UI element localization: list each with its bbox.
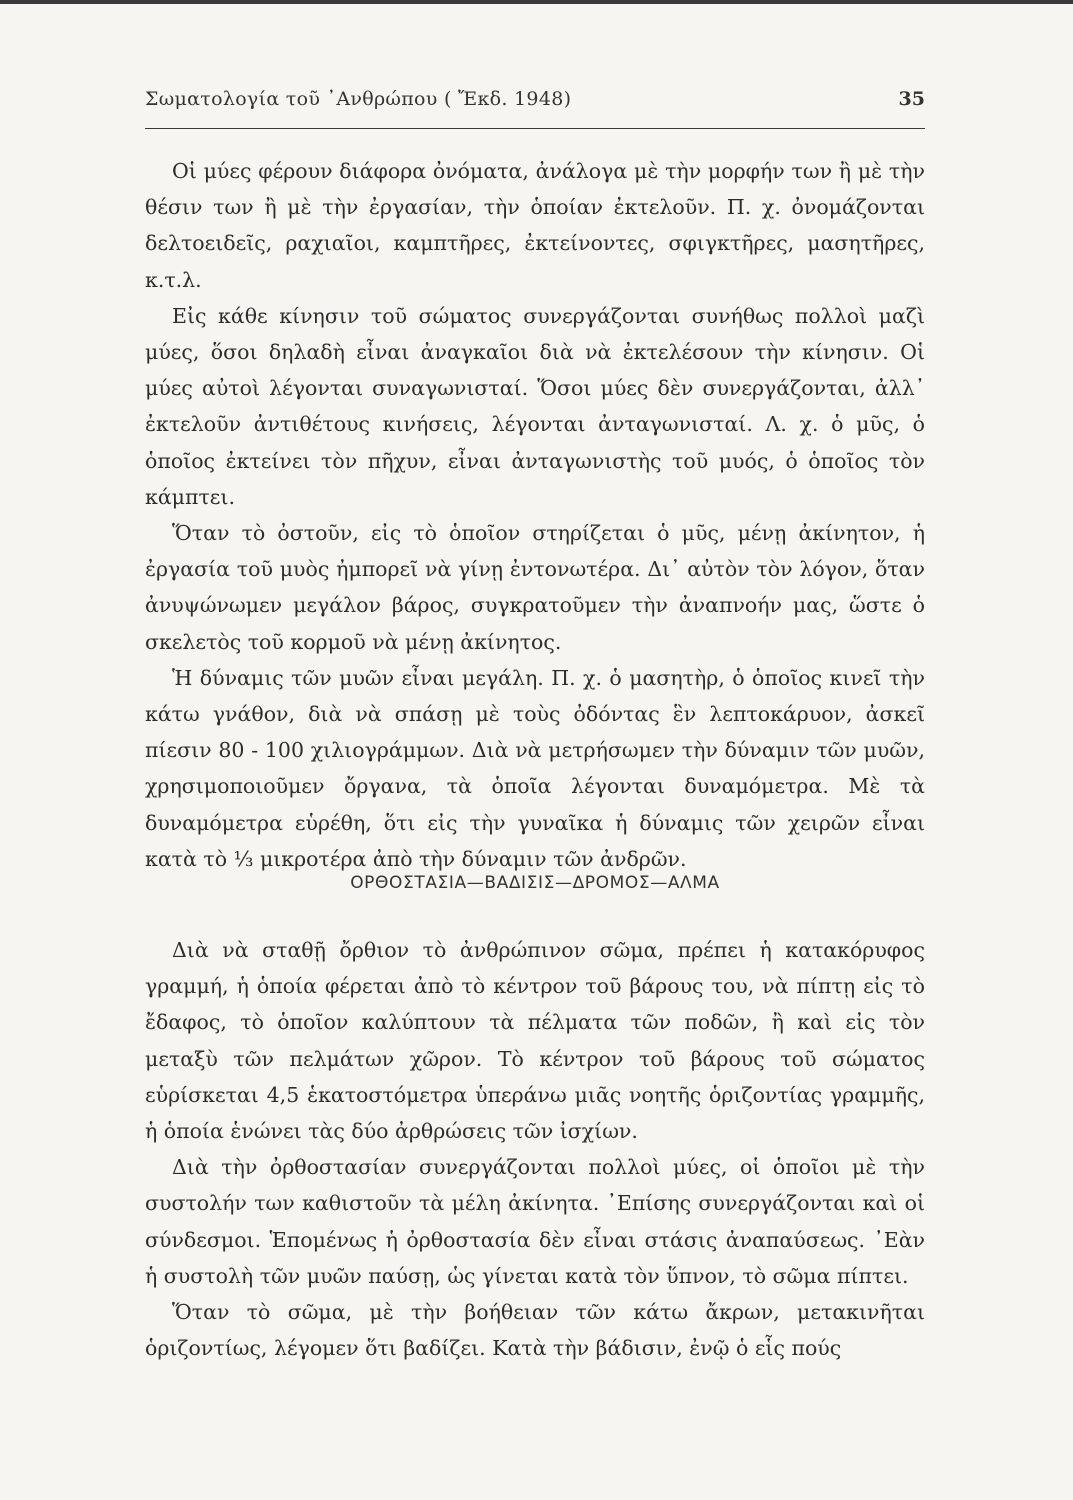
paragraph: Ὅταν τὸ ὀστοῦν, εἰς τὸ ὁποῖον στηρίζεται ὁ μῦς, μένῃ ἀκίνητον, ἡ ἐργασία τοῦ μυὸς ἠμπορεῖ νὰ γίνῃ ἐντονωτέρα. Δι᾿ αὐτὸν τὸν λόγον, ὅταν ἀνυψώνωμεν μεγάλον βάρος, συγκρατοῦμεν τὴν ἀναπνοήν μας, ὥστε ὁ σκελετὸς τοῦ κορμοῦ νὰ μένῃ ἀκίνητος. bbox=[145, 521, 925, 654]
paragraph: Οἱ μύες φέρουν διάφορα ὀνόματα, ἀνάλογα μὲ τὴν μορφήν των ἢ μὲ τὴν θέσιν των ἢ μὲ τὴν ἐργασίαν, τὴν ὁποίαν ἐκτελοῦν. Π. χ. ὀνομάζονται δελτοειδεῖς, ραχιαῖοι, καμπτῆρες, ἐκτείνοντες, σφιγκτῆρες, μασητῆρες, κ.τ.λ. bbox=[145, 159, 925, 292]
running-header bbox=[145, 88, 925, 129]
section-heading: ΟΡΘΟΣΤΑΣΙΑ—ΒΑΔΙΣΙΣ—ΔΡΟΜΟΣ—ΑΛΜΑ bbox=[350, 873, 720, 893]
paragraph: Εἰς κάθε κίνησιν τοῦ σώματος συνεργάζονται συνήθως πολλοὶ μαζὶ μύες, ὅσοι δηλαδὴ εἶναι ἀναγκαῖοι διὰ νὰ ἐκτελέσουν τὴν κίνησιν. Οἱ μύες αὐτοὶ λέγονται συναγωνισταί. Ὅσοι μύες δὲν συνεργάζονται, ἀλλ᾿ ἐκτελοῦν ἀντιθέτους κινήσεις, λέγονται ἀνταγωνισταί. Λ. χ. ὁ μῦς, ὁ ὁποῖος ἐκτείνει τὸν πῆχυν, εἶναι ἀνταγωνιστὴς τοῦ μυός, ὁ ὁποῖος τὸν κάμπτει. bbox=[145, 303, 925, 509]
section-posture-text bbox=[145, 932, 925, 1366]
paragraph: Διὰ τὴν ὀρθοστασίαν συνεργάζονται πολλοὶ μύες, οἱ ὁποῖοι μὲ τὴν συστολήν των καθιστοῦν τὰ μέλη ἀκίνητα. ᾿Επίσης συνεργάζονται καὶ οἱ σύνδεσμοι. Ἑπομένως ἡ ὀρθοστασία δὲν εἶναι στάσις ἀναπαύσεως. ᾿Εὰν ἡ συστολὴ τῶν μυῶν παύσῃ, ὡς γίνεται κατὰ τὸν ὕπνον, τὸ σῶμα πίπτει. bbox=[145, 1155, 925, 1288]
paragraph: Ὅταν τὸ σῶμα, μὲ τὴν βοήθειαν τῶν κάτω ἄκρων, μετακινῆται ὁριζοντίως, λέγομεν ὅτι βαδίζει. Κατὰ τὴν βάδισιν, ἐνῷ ὁ εἷς πούς bbox=[145, 1300, 925, 1361]
paragraph: Διὰ νὰ σταθῇ ὄρθιον τὸ ἀνθρώπινον σῶμα, πρέπει ἡ κατακόρυφος γραμμή, ἡ ὁποία φέρεται ἀπὸ τὸ κέντρον τοῦ βάρους του, νὰ πίπτῃ εἰς τὸ ἔδαφος, τὸ ὁποῖον καλύπτουν τὰ πέλματα τῶν ποδῶν, ἢ καὶ εἰς τὸν μεταξὺ τῶν πελμάτων χῶρον. Τὸ κέντρον τοῦ βάρους τοῦ σώματος εὑρίσκεται 4,5 ἑκατοστόμετρα ὑπεράνω μιᾶς νοητῆς ὁριζοντίας γραμμῆς, ἡ ὁποία ἑνώνει τὰς δύο ἀρθρώσεις τῶν ἰσχίων. bbox=[145, 938, 925, 1144]
page-number: 35 bbox=[898, 88, 925, 110]
section-muscles-text bbox=[145, 153, 925, 877]
header-title: Σωματολογία τοῦ ᾿Ανθρώπου ( Ἔκδ. 1948) bbox=[145, 88, 572, 110]
paragraph: Ἡ δύναμις τῶν μυῶν εἶναι μεγάλη. Π. χ. ὁ μασητὴρ, ὁ ὁποῖος κινεῖ τὴν κάτω γνάθον, διὰ νὰ σπάσῃ μὲ τοὺς ὀδόντας ἓν λεπτοκάρυον, ἀσκεῖ πίεσιν 80 - 100 χιλιογράμμων. Διὰ νὰ μετρήσωμεν τὴν δύναμιν τῶν μυῶν, χρησιμοποιοῦμεν ὄργανα, τὰ ὁποῖα λέγονται δυναμόμετρα. Μὲ τὰ δυναμόμετρα εὑρέθη, ὅτι εἰς τὴν γυναῖκα ἡ δύναμις τῶν χειρῶν εἶναι κατὰ τὸ ⅓ μικροτέρα ἀπὸ τὴν δύναμιν τῶν ἀνδρῶν. bbox=[145, 665, 925, 871]
page-top-edge bbox=[0, 0, 1073, 4]
